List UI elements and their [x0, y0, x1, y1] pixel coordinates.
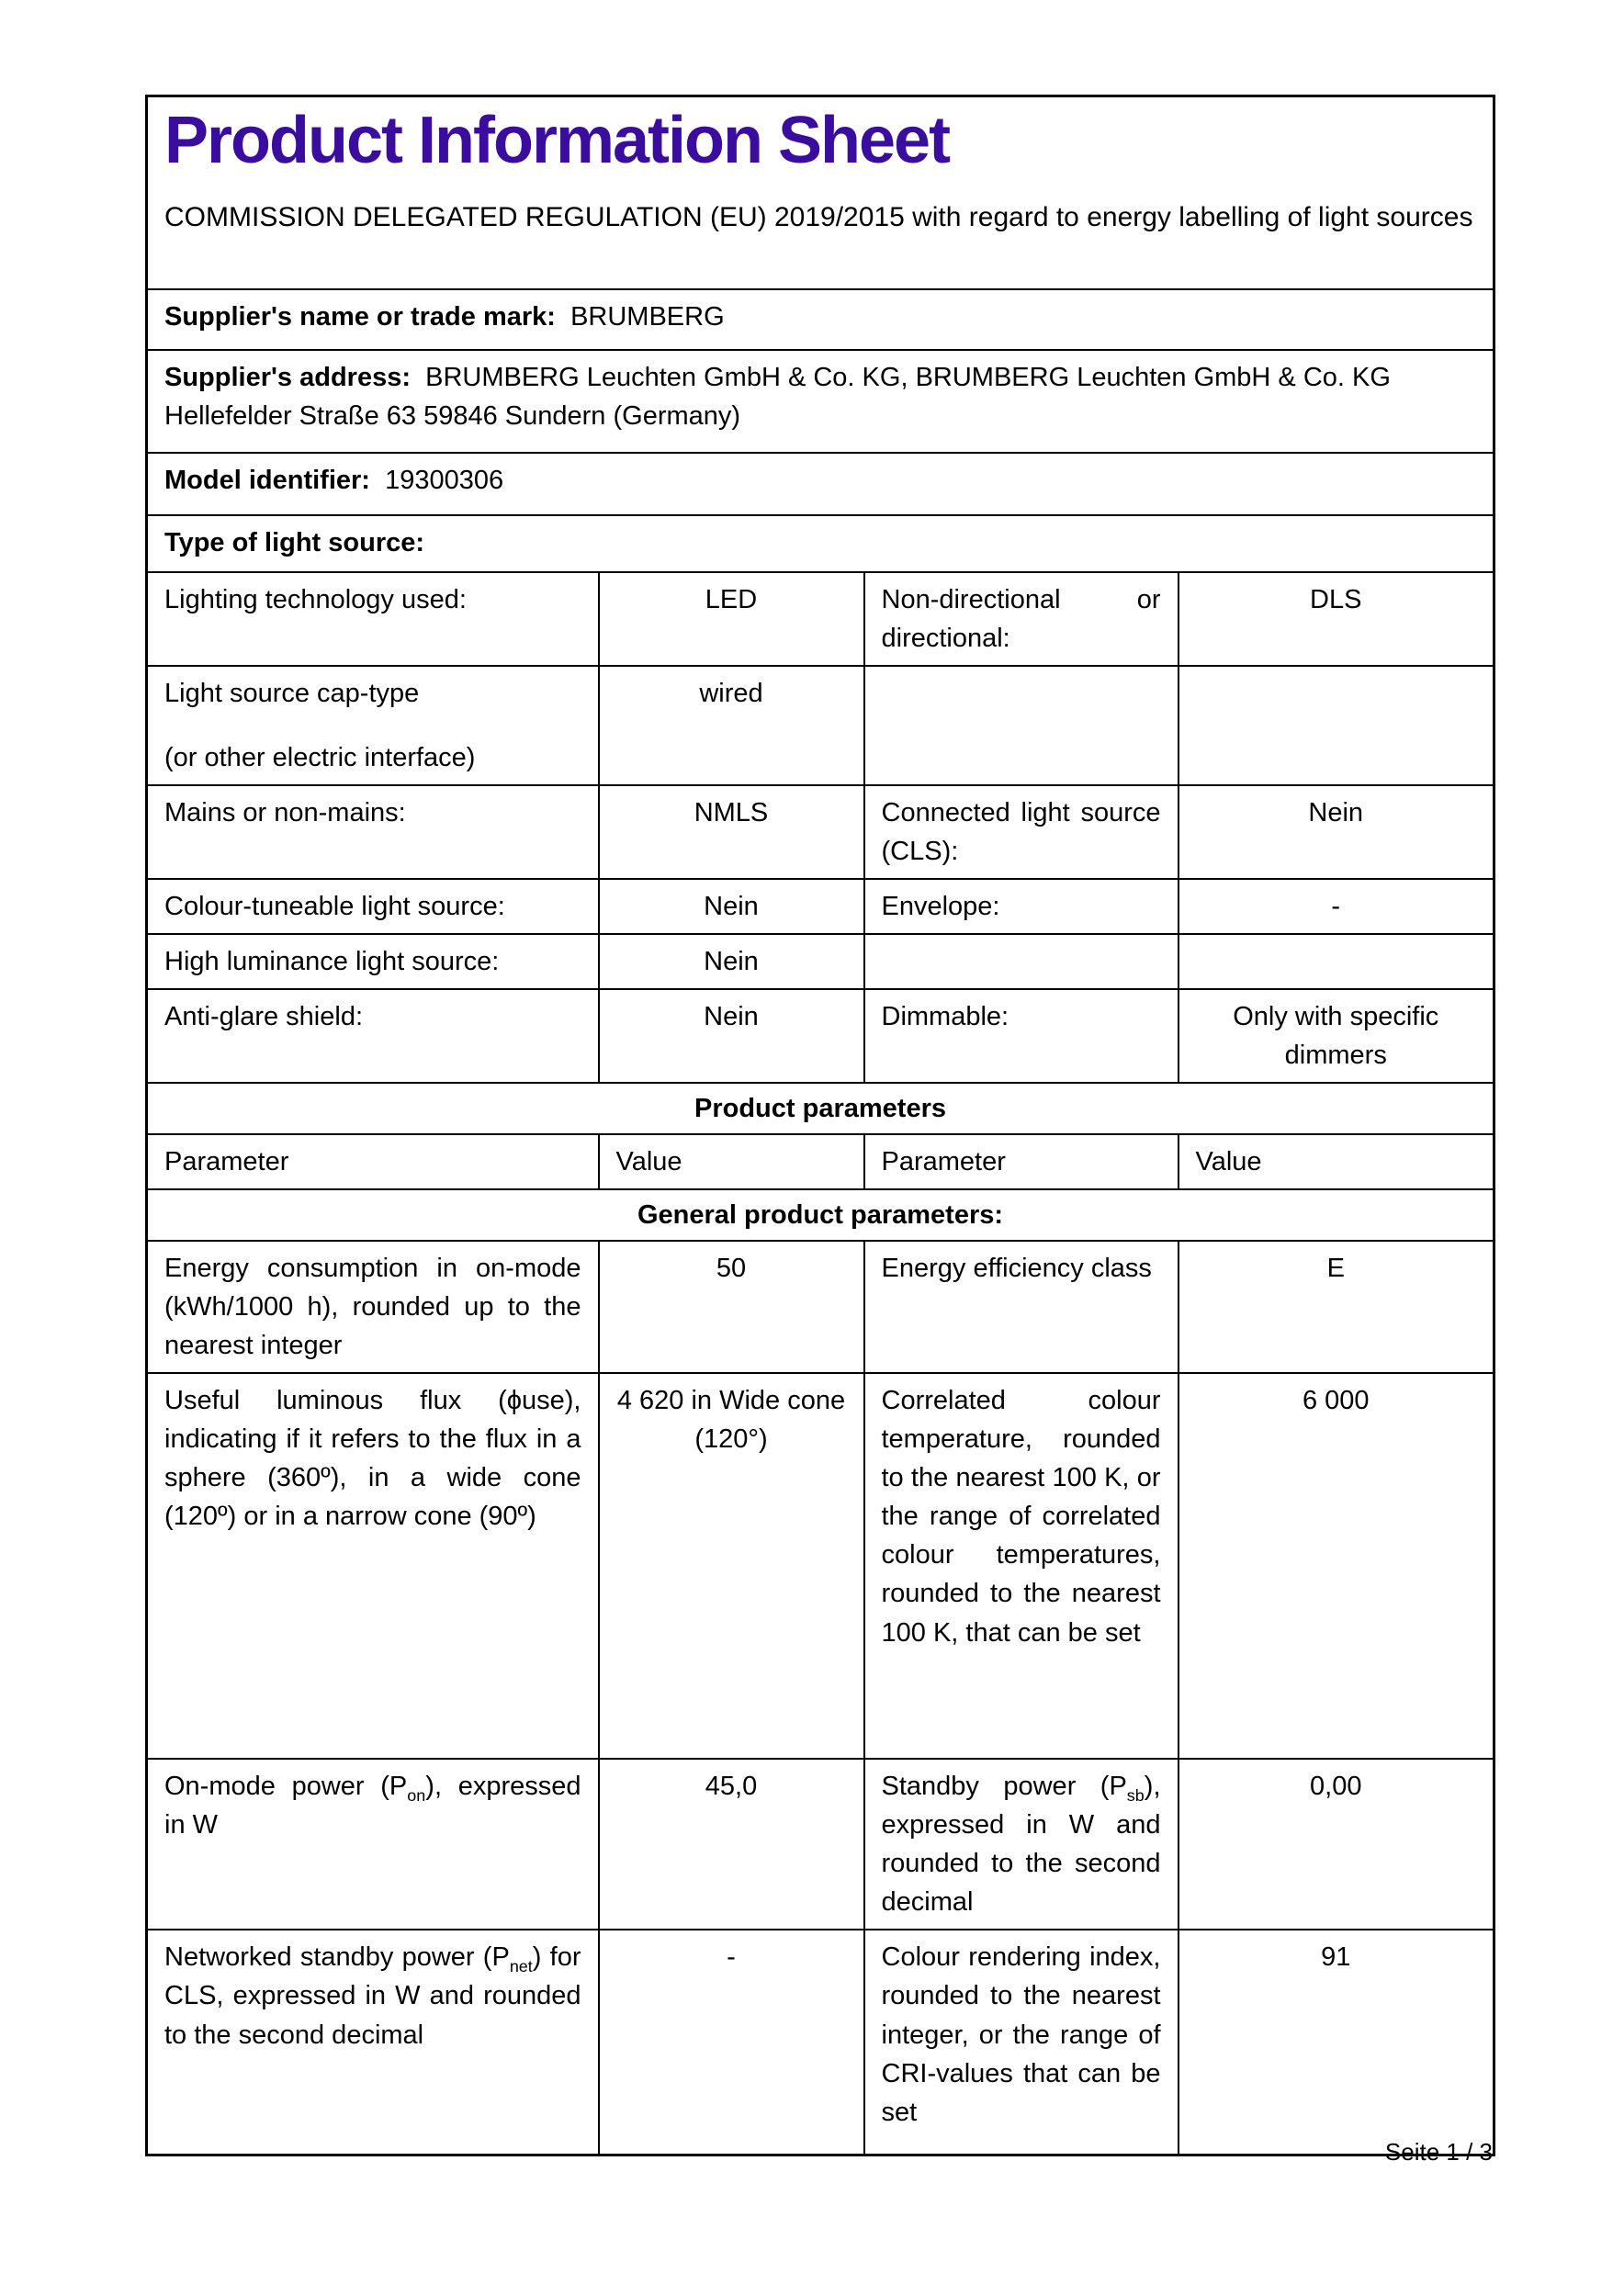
parameter-cell [864, 934, 1179, 989]
value-cell: Only with specific dimmers [1179, 989, 1494, 1083]
parameter-cell: Dimmable: [864, 989, 1179, 1083]
table-row [147, 666, 1494, 785]
parameter-cell [864, 666, 1179, 785]
table-row [147, 1373, 1494, 1759]
value-cell: Nein [599, 934, 864, 989]
table-row [147, 1241, 1494, 1373]
product-parameters-heading: Product parameters [147, 1083, 1494, 1134]
product-information-sheet [145, 95, 1495, 2156]
parameter-cell: Energy efficiency class [864, 1241, 1179, 1373]
value-cell: Nein [599, 989, 864, 1083]
column-header: Parameter [864, 1134, 1179, 1189]
table-row [147, 785, 1494, 879]
value-cell: 50 [599, 1241, 864, 1373]
type-of-light-source-row [147, 515, 1494, 572]
value-cell [1179, 934, 1494, 989]
value-cell: DLS [1179, 572, 1494, 666]
table-row [147, 934, 1494, 989]
parameter-cell: Standby power $(P_{sb})$, expressed in W and rounded to the second decimal [864, 1759, 1179, 1930]
value-cell: 4 620 in Wide cone (120°) [599, 1373, 864, 1759]
table-row [147, 572, 1494, 666]
supplier-name-row [147, 289, 1494, 350]
model-identifier-row [147, 453, 1494, 515]
column-header: Parameter [147, 1134, 599, 1189]
value-cell [1179, 666, 1494, 785]
general-product-parameters-heading: General product parameters: [147, 1189, 1494, 1241]
parameter-cell: Colour rendering index, rounded to the nearest integer, or the range of CRI-values that can be set [864, 1930, 1179, 2155]
parameter-cell [147, 666, 599, 785]
value-cell: 6 000 [1179, 1373, 1494, 1759]
supplier-name-label: Supplier's name or trade mark: [164, 301, 556, 332]
type-of-light-source-label: Type of light source: [164, 527, 425, 557]
parameter-cell: Envelope: [864, 879, 1179, 934]
parameter-cell: Energy consumption in on-mode (kWh/1000 h), rounded up to the nearest integer [147, 1241, 599, 1373]
supplier-address-row [147, 350, 1494, 453]
parameter-cell: High luminance light source: [147, 934, 599, 989]
value-cell: Nein [599, 879, 864, 934]
model-identifier-value: 19300306 [385, 465, 504, 495]
column-header: Value [599, 1134, 864, 1189]
supplier-address-label: Supplier's address: [164, 362, 411, 392]
table-row [147, 879, 1494, 934]
table-row [147, 989, 1494, 1083]
value-cell: - [1179, 879, 1494, 934]
value-cell: 45,0 [599, 1759, 864, 1930]
table-row [147, 1759, 1494, 1930]
value-cell: E [1179, 1241, 1494, 1373]
parameter-cell: Networked standby power $(P_{net})$ for CLS, expressed in W and rounded to the second decimal [147, 1930, 599, 2155]
parameter-cell: Non-directional or directional: [864, 572, 1179, 666]
model-identifier-label: Model identifier: [164, 465, 370, 495]
page-subtitle: COMMISSION DELEGATED REGULATION (EU) 2019/2015 with regard to energy labelling of light sources [164, 202, 1473, 233]
parameter-cell: Anti-glare shield: [147, 989, 599, 1083]
value-cell: LED [599, 572, 864, 666]
value-cell: Nein [1179, 785, 1494, 879]
parameter-cell: On-mode power $(P_{on})$, expressed in W [147, 1759, 599, 1930]
column-header: Value [1179, 1134, 1494, 1189]
parameter-cell: Lighting technology used: [147, 572, 599, 666]
value-cell: 0,00 [1179, 1759, 1494, 1930]
value-cell: wired [599, 666, 864, 785]
cap-type-line2: (or other electric interface) [164, 742, 476, 772]
parameter-cell: Useful luminous flux (ϕuse), indicating if it refers to the flux in a sphere (360º), in a wide cone (120º) or in a narrow cone (90º) [147, 1373, 599, 1759]
parameter-cell: Mains or non-mains: [147, 785, 599, 879]
column-header-row [147, 1134, 1494, 1189]
page-title: Product Information Sheet [164, 104, 950, 177]
value-cell: NMLS [599, 785, 864, 879]
supplier-address-value: BRUMBERG Leuchten GmbH & Co. KG, BRUMBERG Leuchten GmbH & Co. KG Hellefelder Straße 63 59846 Sundern (Germany) [164, 362, 1391, 431]
title-block [147, 96, 1494, 289]
page-number: Seite 1 / 3 [1384, 2138, 1493, 2166]
supplier-name-value: BRUMBERG [570, 301, 725, 332]
value-cell: - [599, 1930, 864, 2155]
parameter-cell: Connected light source (CLS): [864, 785, 1179, 879]
cap-type-line1: Light source cap-type [164, 678, 420, 708]
parameter-cell: Colour-tuneable light source: [147, 879, 599, 934]
parameter-cell: Correlated colour temperature, rounded to the nearest 100 K, or the range of correlated colour temperatures, rounded to the nearest 100 K, that can be set [864, 1373, 1179, 1759]
table-row [147, 1930, 1494, 2155]
value-cell: 91 [1179, 1930, 1494, 2155]
